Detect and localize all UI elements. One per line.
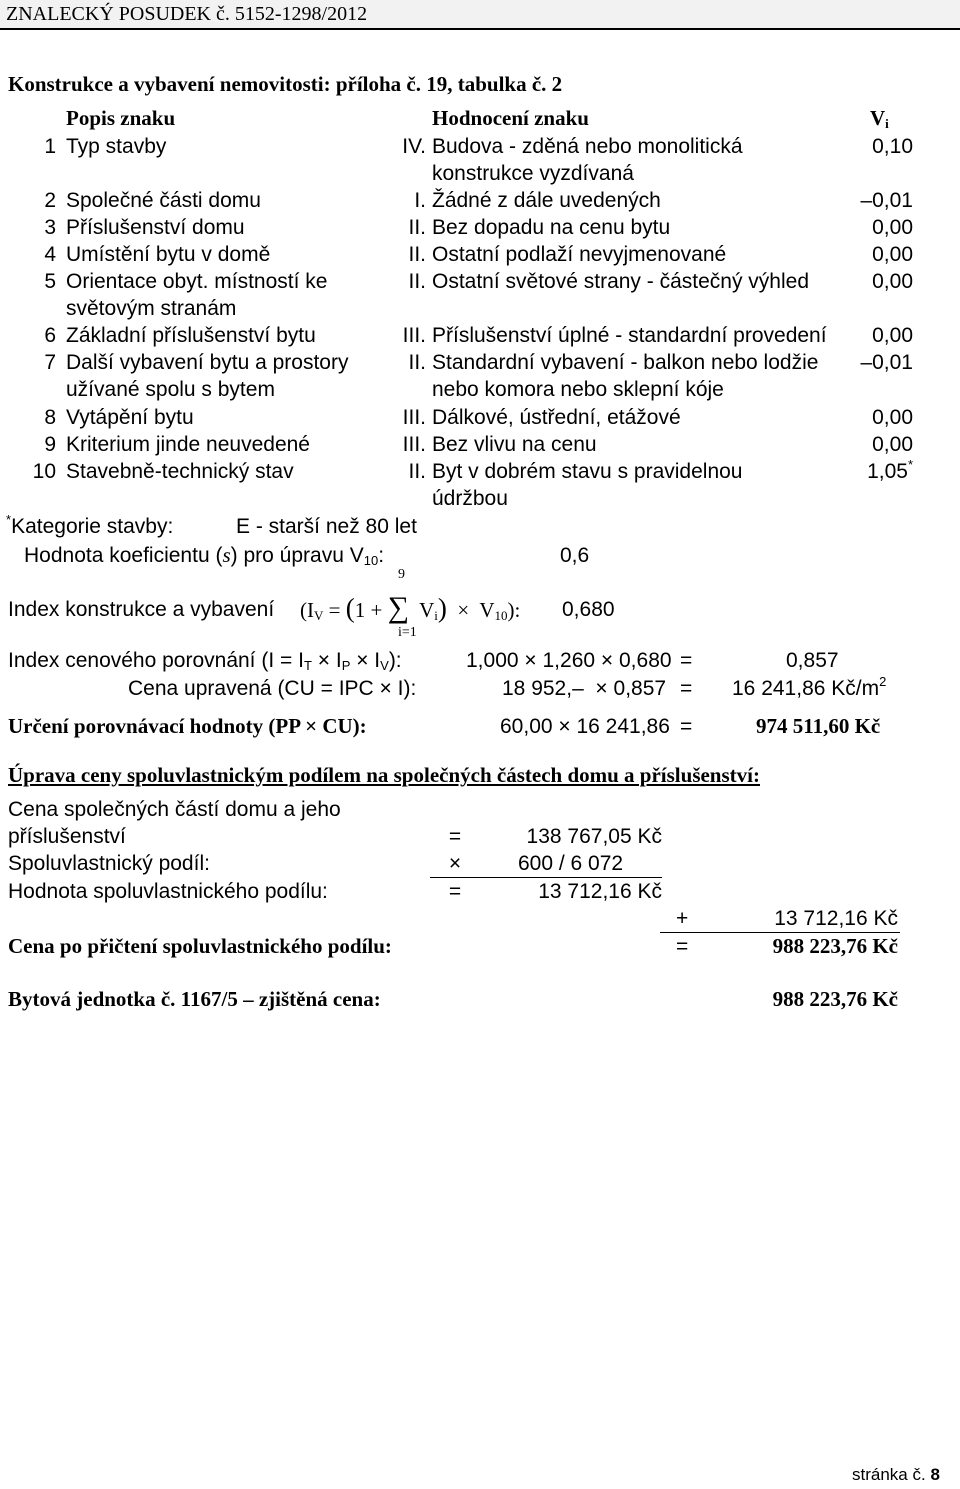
plus-value: 13 712,16 Kč (774, 907, 898, 930)
plus-operator: + (676, 907, 689, 930)
header-rule (0, 28, 960, 30)
sigma-icon: ∑ (387, 591, 409, 624)
adjusted-price-equals: = (680, 677, 693, 700)
row-evaluation: Žádné z dále uvedených (432, 189, 661, 212)
share-value-operator: = (448, 880, 462, 903)
common-parts-value: 138 767,05 Kč (526, 825, 662, 848)
row-evaluation: konstrukce vyzdívaná (432, 162, 634, 185)
row-value: 0,10 (872, 135, 913, 158)
comparison-value-calc: 60,00 × 16 241,86 (500, 715, 670, 738)
common-parts-label-1: Cena společných částí domu a jeho (8, 798, 341, 821)
row-value-mark: * (907, 457, 913, 472)
total-label: Cena po přičtení spoluvlastnického podílu: (8, 934, 392, 958)
common-parts-label-2: příslušenství (8, 825, 126, 848)
row-value: –0,01 (860, 189, 913, 212)
total-operator: = (676, 935, 689, 958)
sum-lower-limit: i=1 (398, 625, 417, 640)
coefficient-label-pre: Hodnota koeficientu ( (24, 544, 223, 567)
coefficient-label (24, 545, 384, 567)
row-grade: III. (402, 433, 426, 456)
share-operator: × (448, 852, 462, 875)
row-value (800, 457, 913, 483)
index-construction-formula: ($I_V = (1$ + ∑ $V_i) \times V_{10}$): (300, 591, 521, 624)
adjusted-price-label: Cena upravená (CU = IPC × I): (128, 677, 417, 700)
total-value: 988 223,76 Kč (772, 934, 898, 958)
section-title: Konstrukce a vybavení nemovitosti: příloha č. 19, tabulka č. 2 (8, 72, 563, 96)
adjusted-price-calc: 18 952,– × 0,857 (502, 677, 667, 700)
footnote-label: Kategorie stavby: (11, 515, 174, 538)
document-header-title: ZNALECKÝ POSUDEK č. 5152-1298/2012 (6, 3, 368, 25)
footnote-value: E - starší než 80 let (236, 515, 417, 538)
adjusted-price-calc-2: 0,857 (613, 677, 667, 700)
row-number: 1 (44, 135, 56, 158)
footnote-mark: * (6, 512, 12, 527)
row-description: Typ stavby (66, 135, 167, 158)
row-grade: II. (408, 460, 426, 483)
row-description: Vytápění bytu (66, 406, 194, 429)
row-evaluation: Ostatní světové strany - částečný výhled (432, 270, 809, 293)
row-number: 10 (32, 460, 56, 483)
coefficient-label-post: ) pro úpravu V (230, 544, 364, 567)
final-label: Bytová jednotka č. 1167/5 – zjištěná cena: (8, 987, 381, 1011)
common-parts-operator: = (448, 825, 462, 848)
row-number: 4 (44, 243, 56, 266)
row-number: 2 (44, 189, 56, 212)
row-value: 0,00 (872, 406, 913, 429)
page-label: stránka č. (852, 1465, 926, 1484)
row-description: Příslušenství domu (66, 216, 245, 239)
row-evaluation: Bez dopadu na cenu bytu (432, 216, 671, 239)
row-evaluation: Dálkové, ústřední, etážové (432, 406, 681, 429)
page-footer (852, 1466, 940, 1483)
index-comparison-calc: 1,000 × 1,260 × 0,680 (466, 649, 672, 672)
share-value-amount: 13 712,16 Kč (538, 880, 662, 903)
comparison-value-equals: = (680, 715, 693, 738)
row-evaluation: Příslušenství úplné - standardní provedení (432, 324, 827, 347)
row-value: –0,01 (860, 351, 913, 374)
row-number: 5 (44, 270, 56, 293)
index-construction-label: Index konstrukce a vybavení (8, 598, 275, 621)
row-grade: II. (408, 351, 426, 374)
comparison-value-label: Určení porovnávací hodnoty (PP × CU): (8, 714, 367, 738)
adjusted-price-result-sup: 2 (879, 674, 887, 689)
row-grade: II. (408, 216, 426, 239)
column-header-v (870, 108, 889, 130)
share-label: Spoluvlastnický podíl: (8, 852, 210, 875)
row-description: Společné části domu (66, 189, 261, 212)
share-value-label: Hodnota spoluvlastnického podílu: (8, 880, 328, 903)
index-comparison-result: 0,857 (786, 649, 839, 672)
adjusted-price-calc-1: 18 952,– (502, 677, 584, 700)
row-grade: II. (408, 243, 426, 266)
share-underline (430, 877, 662, 878)
index-comparison-label-text: Index cenového porovnání (I = I (8, 649, 304, 672)
row-evaluation: Byt v dobrém stavu s pravidelnou (432, 460, 743, 483)
footnote-category (6, 512, 174, 538)
coefficient-s: s (222, 543, 231, 567)
adjustment-title: Úprava ceny spoluvlastnickým podílem na společných částech domu a příslušenství: (8, 763, 760, 787)
row-evaluation: údržbou (432, 487, 508, 510)
row-description: Základní příslušenství bytu (66, 324, 316, 347)
column-header-hodnoceni: Hodnocení znaku (432, 106, 589, 130)
row-evaluation: Budova - zděná nebo monolitická (432, 135, 743, 158)
row-description: Kriterium jinde neuvedené (66, 433, 310, 456)
row-description: Další vybavení bytu a prostory (66, 351, 349, 374)
row-evaluation: nebo komora nebo sklepní kóje (432, 378, 724, 401)
row-value: 0,00 (872, 243, 913, 266)
index-comparison-calc-3: 0,680 (619, 649, 672, 672)
row-value: 0,00 (872, 324, 913, 347)
index-comparison-equals: = (680, 649, 693, 672)
share-value: 600 / 6 072 (518, 852, 624, 875)
row-grade: III. (402, 406, 426, 429)
row-evaluation: Bez vlivu na cenu (432, 433, 597, 456)
column-header-popis: Popis znaku (66, 106, 176, 130)
row-evaluation: Standardní vybavení - balkon nebo lodžie (432, 351, 819, 374)
row-description: Orientace obyt. místností ke (66, 270, 328, 293)
row-number: 8 (44, 406, 56, 429)
column-header-v-letter: V (870, 106, 886, 130)
row-description: Stavebně-technický stav (66, 460, 294, 483)
row-evaluation: Ostatní podlaží nevyjmenované (432, 243, 727, 266)
final-value: 988 223,76 Kč (772, 987, 898, 1011)
index-construction-value: 0,680 (562, 598, 615, 621)
sum-upper-limit: 9 (398, 567, 405, 582)
page-number: 8 (930, 1465, 940, 1484)
comparison-value-result: 974 511,60 Kč (756, 714, 881, 738)
row-description: užívané spolu s bytem (66, 378, 275, 401)
row-number: 6 (44, 324, 56, 347)
adjusted-price-result (732, 674, 887, 700)
row-value-text: 1,05 (867, 460, 908, 483)
row-grade: I. (414, 189, 426, 212)
coefficient-label-end: : (378, 544, 385, 567)
row-number: 9 (44, 433, 56, 456)
row-value: 0,00 (872, 216, 913, 239)
row-description: Umístění bytu v domě (66, 243, 271, 266)
row-grade: II. (408, 270, 426, 293)
row-number: 7 (44, 351, 56, 374)
row-number: 3 (44, 216, 56, 239)
column-header-v-subscript: i (885, 116, 889, 131)
row-value: 0,00 (872, 270, 913, 293)
coefficient-value: 0,6 (560, 544, 590, 567)
total-underline (660, 932, 900, 933)
row-description: světovým stranám (66, 297, 237, 320)
index-comparison-calc-1: 1,000 (466, 649, 519, 672)
row-grade: III. (402, 324, 426, 347)
index-comparison-calc-2: 1,260 (542, 649, 596, 672)
adjusted-price-result-text: 16 241,86 Kč/m (732, 677, 880, 700)
index-comparison-label: Index cenového porovnání $(I = I_T \times I_P \times I_V)$: (8, 649, 402, 673)
row-grade: IV. (402, 135, 426, 158)
coefficient-label-sub: 10 (363, 553, 379, 568)
row-value: 0,00 (872, 433, 913, 456)
